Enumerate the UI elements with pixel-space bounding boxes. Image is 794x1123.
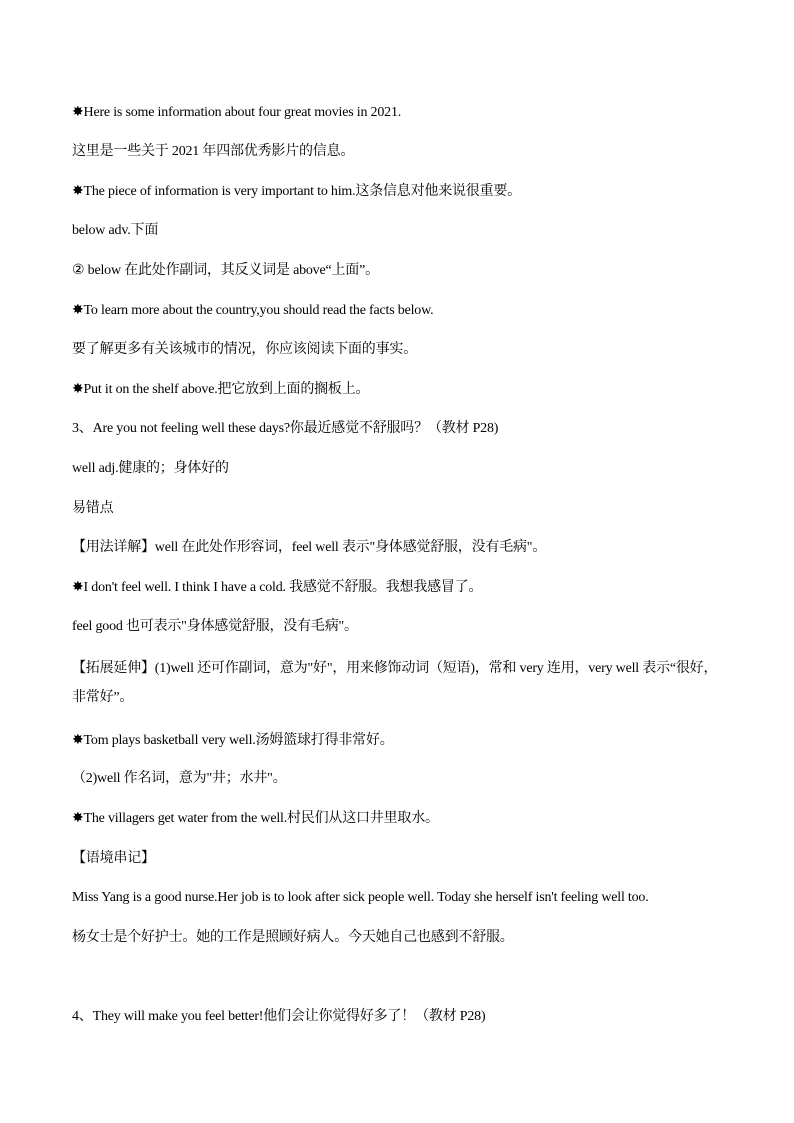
example-sentence: ✸Here is some information about four great movies in 2021. bbox=[72, 105, 402, 120]
translation-line: 这里是一些关于 2021 年四部优秀影片的信息。 bbox=[72, 144, 355, 159]
section-heading: 4、They will make you feel better!他们会让你觉得好多了！（教材 P28) bbox=[72, 1009, 486, 1024]
translation-line: 杨女士是个好护士。她的工作是照顾好病人。今天她自己也感到不舒服。 bbox=[72, 930, 514, 945]
usage-note: （2)well 作名词，意为"井；水井"。 bbox=[72, 771, 287, 786]
extension-note: 【拓展延伸】(1)well 还可作副词，意为"好"，用来修饰动词（短语)，常和 very 连用，very well 表示“很好，非常好”。 bbox=[72, 661, 718, 705]
translation-line: 要了解更多有关该城市的情况，你应该阅读下面的事实。 bbox=[72, 342, 417, 357]
example-sentence: ✸The piece of information is very important to him.这条信息对他来说很重要。 bbox=[72, 184, 522, 199]
vocab-entry: well adj.健康的；身体好的 bbox=[72, 461, 229, 476]
section-heading: 3、Are you not feeling well these days?你最近感觉不舒服吗？（教材 P28) bbox=[72, 421, 499, 436]
grammar-note: ② below 在此处作副词，其反义词是 above“上面”。 bbox=[72, 263, 379, 278]
example-sentence: ✸The villagers get water from the well.村民们从这口井里取水。 bbox=[72, 811, 439, 826]
example-sentence: ✸To learn more about the country,you should read the facts below. bbox=[72, 303, 434, 318]
usage-note: feel good 也可表示"身体感觉舒服，没有毛病"。 bbox=[72, 619, 358, 634]
context-passage: Miss Yang is a good nurse.Her job is to look after sick people well. Today she herself isn't feeling well too. bbox=[72, 890, 649, 905]
example-sentence: ✸Put it on the shelf above.把它放到上面的搁板上。 bbox=[72, 382, 370, 397]
example-sentence: ✸I don't feel well. I think I have a cold. 我感觉不舒服。我想我感冒了。 bbox=[72, 580, 483, 595]
subheading: 易错点 bbox=[72, 501, 114, 516]
subheading: 【语境串记】 bbox=[72, 851, 155, 866]
vocab-entry: below adv.下面 bbox=[72, 223, 159, 238]
example-sentence: ✸Tom plays basketball very well.汤姆篮球打得非常好。 bbox=[72, 733, 394, 748]
usage-note: 【用法详解】well 在此处作形容词，feel well 表示"身体感觉舒服，没有毛病"。 bbox=[72, 540, 547, 555]
